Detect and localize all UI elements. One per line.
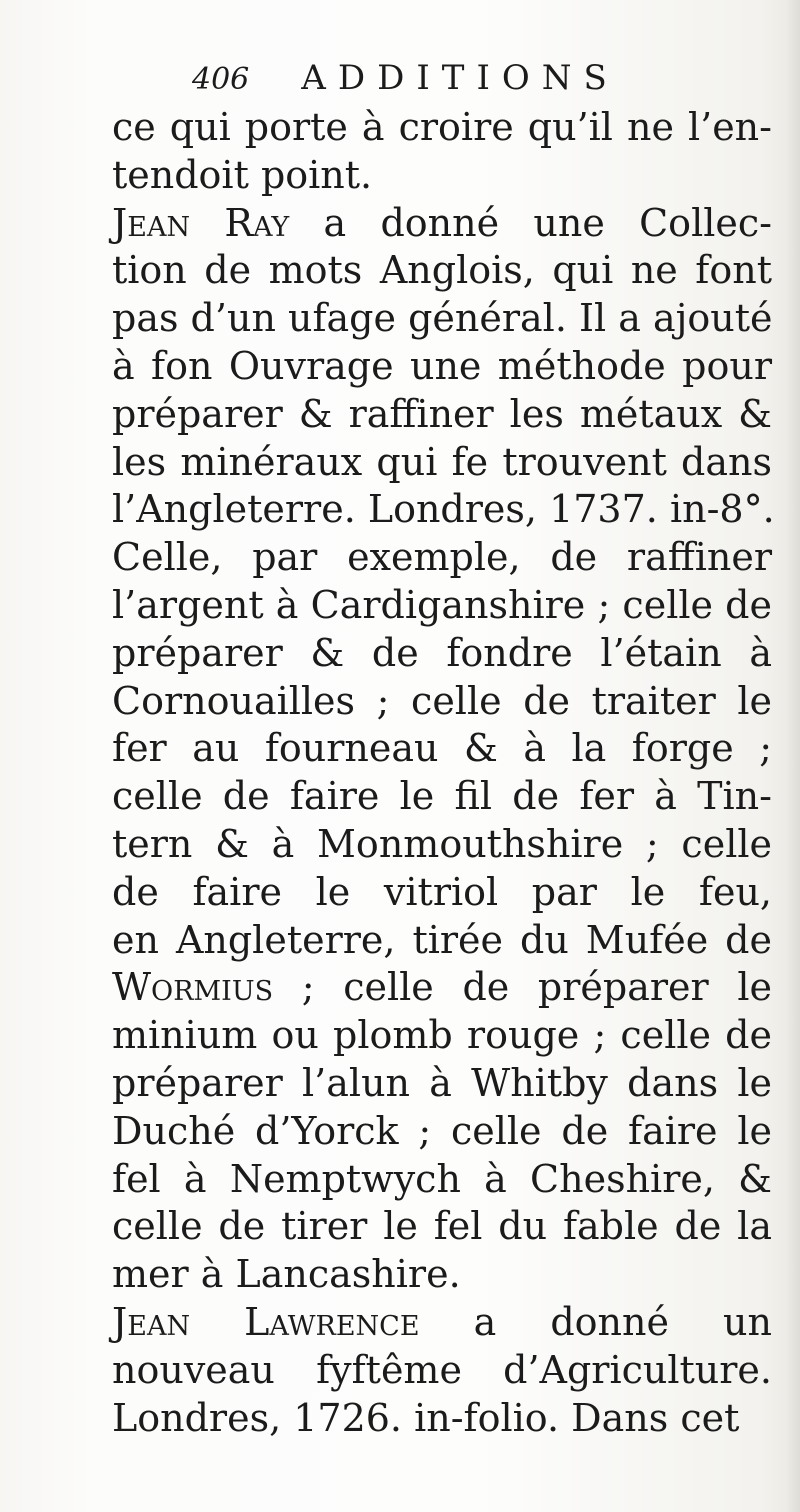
text-line: tion de mots Anglois, qui ne font: [112, 248, 772, 293]
text-line: les minéraux qui fe trouvent dans: [112, 439, 772, 484]
page-text: [112, 58, 775, 1442]
text-line: l’Angleterre. Londres, 1737. in-8°.: [112, 487, 775, 532]
text-line: Wormius ; celle de préparer le: [112, 965, 772, 1010]
text-line: tern & à Monmouthshire ; celle: [112, 821, 772, 866]
running-head: ADDITIONS: [301, 58, 619, 98]
text-line: celle de tirer le fel du fable de la: [112, 1204, 772, 1249]
text-line: Jean Ray a donné une Collec-: [112, 200, 772, 245]
text-line: Jean Lawrence a donné un: [112, 1299, 772, 1344]
text-line: Cornouailles ; celle de traiter le: [112, 678, 772, 723]
page-edge-shadow: [786, 0, 800, 1512]
text-line: Duché d’Yorck ; celle de faire le: [112, 1108, 772, 1153]
text-line: préparer & de fondre l’étain à: [112, 630, 772, 675]
text-line: nouveau fyftême d’Agriculture.: [112, 1347, 772, 1392]
text-line: fer au fourneau & à la forge ;: [112, 726, 772, 771]
text-line: de faire le vitriol par le feu,: [112, 869, 772, 914]
text-line: fel à Nemptwych à Cheshire, &: [112, 1156, 772, 1201]
text-line: tendoit point.: [112, 152, 373, 197]
text-line: préparer & raffiner les métaux &: [112, 391, 772, 436]
text-line: Celle, par exemple, de raffiner: [112, 535, 772, 580]
text-line: à fon Ouvrage une méthode pour: [112, 343, 772, 388]
text-line: préparer l’alun à Whitby dans le: [112, 1060, 772, 1105]
page-header: [192, 58, 772, 104]
text-line: l’argent à Cardiganshire ; celle de: [112, 582, 772, 627]
text-line: minium ou plomb rouge ; celle de: [112, 1013, 772, 1058]
text-line: celle de faire le fil de fer à Tin-: [112, 774, 772, 819]
text-line: mer à Lancashire.: [112, 1252, 461, 1297]
author-name: Wormius: [112, 965, 274, 1010]
body-text: [112, 104, 775, 1442]
page-number: 406: [192, 62, 250, 97]
text-line: ce qui porte à croire qu’il ne l’en-: [112, 105, 772, 149]
text-line: en Angleterre, tirée du Mufée de: [112, 917, 772, 962]
text-line: pas d’un ufage général. Il a ajouté: [112, 296, 773, 341]
text-line: Londres, 1726. in-folio. Dans cet: [112, 1395, 740, 1440]
author-name: Jean Lawrence: [112, 1299, 420, 1344]
author-name: Jean Ray: [112, 200, 290, 245]
